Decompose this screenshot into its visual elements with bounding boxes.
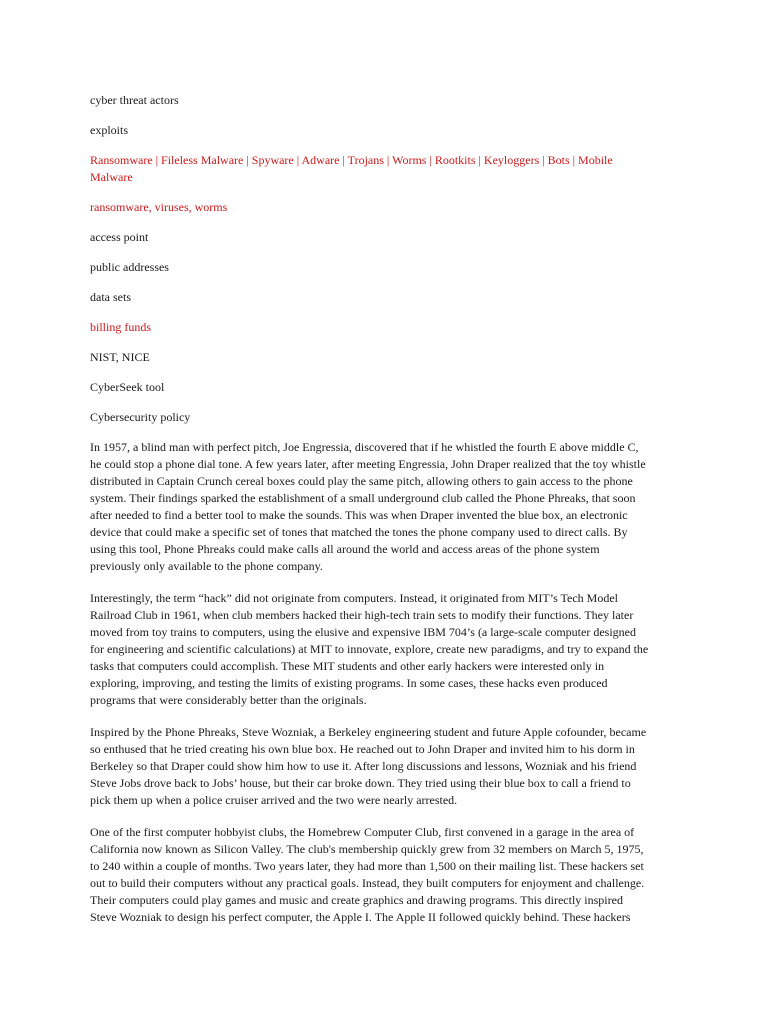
body-paragraph: Interestingly, the term “hack” did not originate from computers. Instead, it originated from MIT’s Tech Model Railroad Club in 1961, when club members hacked their high-tech train sets to modify their functions. They later moved from toy trains to computers, using the elusive and expensive IBM 704’s (a large-scale computer designed for engineering and scientific calculations) at MIT to innovate, explore, create new paradigms, and try to expand the tasks that computers could accomplish. These MIT students and other early hackers were interested only in exploring, improving, and testing the limits of existing programs. In some cases, these hacks even produced programs that were considerably better than the originals.	[90, 591, 649, 707]
body-paragraph: One of the first computer hobbyist clubs, the Homebrew Computer Club, first convened in a garage in the area of California now known as Silicon Valley. The club's membership quickly grew from 32 members on March 5, 1975, to 240 within a couple of months. Two years later, they had more than 1,500 on their mailing list. These hackers set out to build their computers without any practical goals. Instead, they built computers for enjoyment and challenge. Their computers could play games and music and create graphics and drawing programs. This directly inspired Steve Wozniak to design his perfect computer, the Apple I. The Apple II followed quickly behind. These hackers	[90, 825, 645, 924]
term-item: cyber threat actors	[90, 93, 179, 107]
term-item-highlighted: Ransomware | Fileless Malware | Spyware | Adware | Trojans | Worms | Rootkits | Keyloggers | Bots | Mobile Malware	[90, 153, 613, 184]
term-item-highlighted: ransomware, viruses, worms	[90, 200, 228, 214]
term-item-highlighted: billing funds	[90, 320, 152, 334]
term-item: public addresses	[90, 260, 169, 274]
term-item: Cybersecurity policy	[90, 410, 191, 424]
term-item: CyberSeek tool	[90, 380, 165, 394]
document-page	[90, 92, 650, 941]
body-paragraph: Inspired by the Phone Phreaks, Steve Wozniak, a Berkeley engineering student and future Apple cofounder, became so enthused that he tried creating his own blue box. He reached out to John Draper and invited him to his dorm in Berkeley so that Draper could show him how to use it. After long discussions and lessons, Wozniak and his friend Steve Jobs drove back to Jobs’ house, but their car broke down. They tried using their blue box to call a friend to pick them up when a police cruiser arrived and the two were nearly arrested.	[90, 725, 647, 807]
term-item: data sets	[90, 290, 131, 304]
term-item: exploits	[90, 123, 128, 137]
term-item: access point	[90, 230, 149, 244]
body-paragraph: In 1957, a blind man with perfect pitch, Joe Engressia, discovered that if he whistled the fourth E above middle C, he could stop a phone dial tone. A few years later, after meeting Engressia, John Draper realized that the toy whistle distributed in Captain Crunch cereal boxes could play the same pitch, allowing others to gain access to the phone system. Their findings sparked the establishment of a small underground club called the Phone Phreaks, that soon after needed to find a better tool to make the sounds. This was when Draper invented the blue box, an electronic device that could make a specific set of tones that matched the tones the phone company used to direct calls. By using this tool, Phone Phreaks could make calls all around the world and access areas of the phone system previously only available to the phone company.	[90, 440, 646, 573]
term-item: NIST, NICE	[90, 350, 150, 364]
